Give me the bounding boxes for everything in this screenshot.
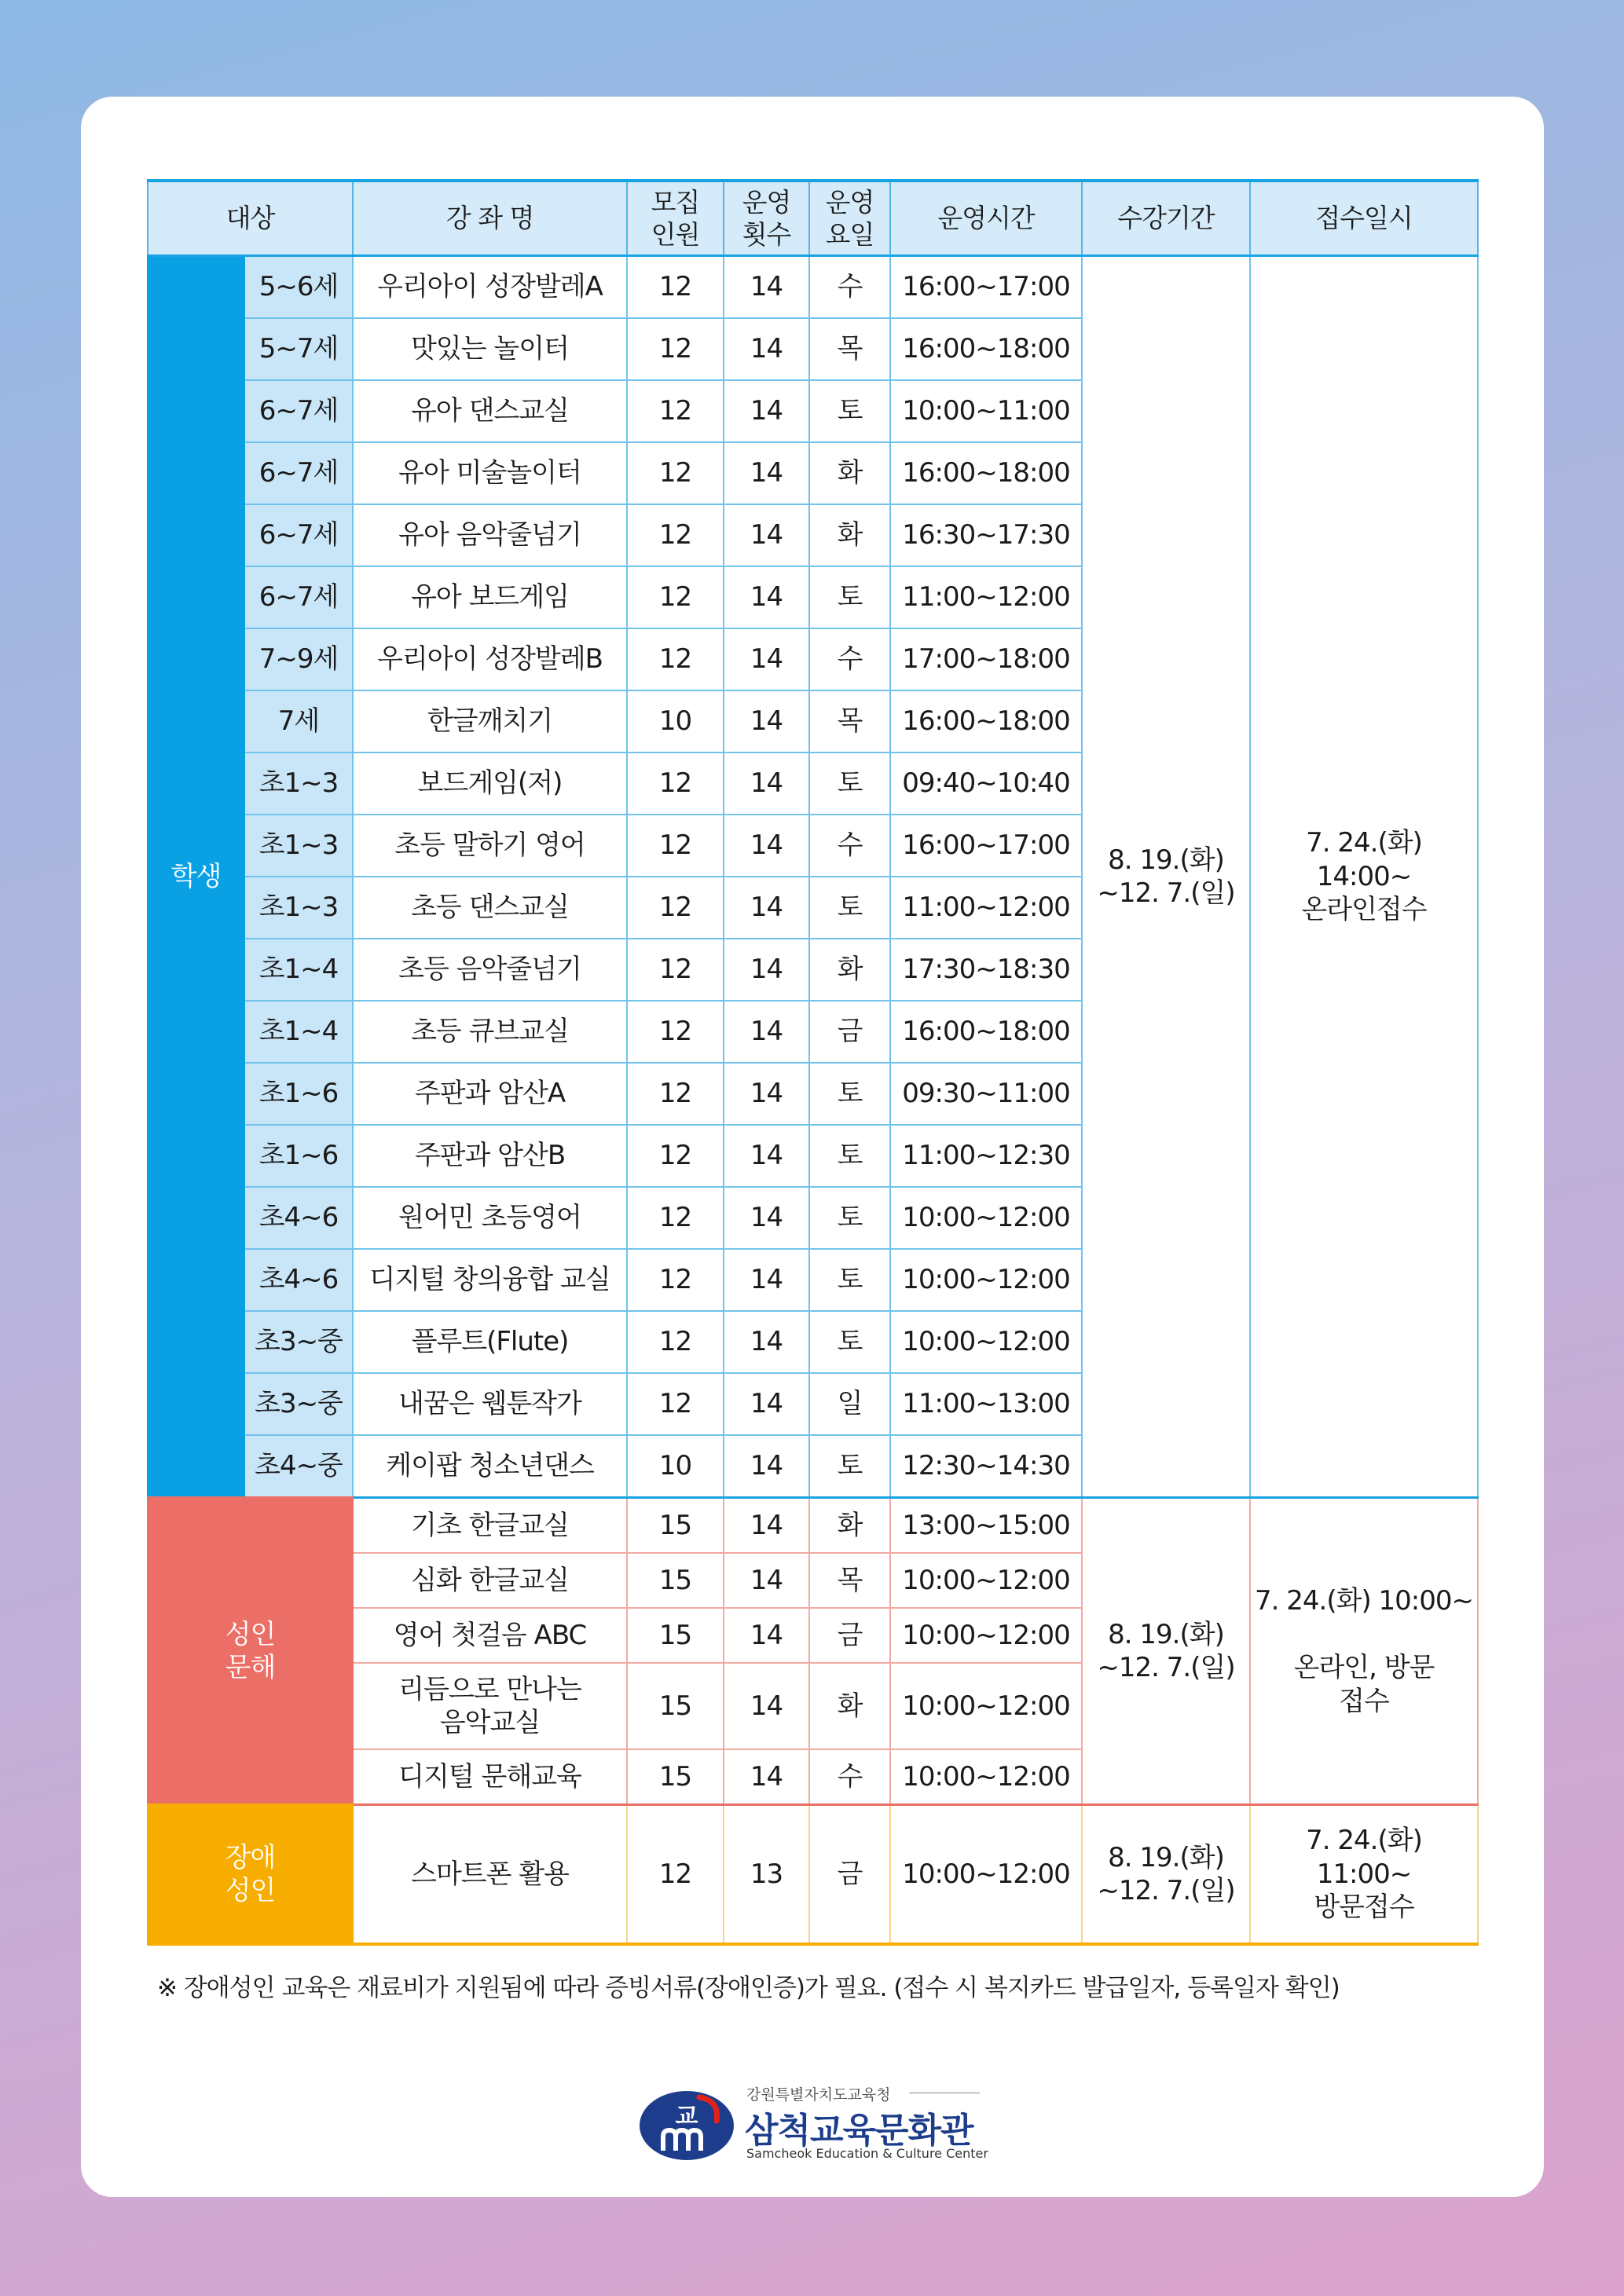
day-cell: 금	[809, 1001, 890, 1063]
course-name-cell: 유아 음악줄넘기	[353, 504, 627, 566]
day-cell: 금	[809, 1608, 890, 1663]
sessions-cell: 14	[724, 815, 809, 877]
day-cell: 토	[809, 1063, 890, 1125]
logo-org: 강원특별자치도교육청	[746, 2086, 891, 2104]
table-row	[148, 256, 1478, 319]
capacity-cell: 12	[627, 939, 724, 1001]
capacity-cell: 12	[627, 1125, 724, 1187]
course-name-cell: 주판과 암산A	[353, 1063, 627, 1125]
header-period: 수강기간	[1082, 181, 1250, 256]
registration-cell: 7. 24.(화) 11:00~ 방문접수	[1250, 1805, 1478, 1945]
sessions-cell: 14	[724, 690, 809, 753]
time-cell: 10:00~12:00	[890, 1663, 1082, 1749]
age-cell: 6~7세	[244, 504, 353, 566]
header-sessions: 운영 횟수	[724, 181, 809, 256]
time-cell: 11:00~12:00	[890, 877, 1082, 939]
period-cell: 8. 19.(화) ~12. 7.(일)	[1082, 1498, 1250, 1805]
header-course: 강 좌 명	[353, 181, 627, 256]
course-name-cell: 유아 댄스교실	[353, 380, 627, 442]
age-cell: 초1~6	[244, 1125, 353, 1187]
day-cell: 화	[809, 442, 890, 504]
course-name-cell: 유아 보드게임	[353, 566, 627, 628]
header-day: 운영 요일	[809, 181, 890, 256]
sessions-cell: 14	[724, 442, 809, 504]
footnote: ※ 장애성인 교육은 재료비가 지원됨에 따라 증빙서류(장애인증)가 필요. (접수 시 복지카드 발급일자, 등록일자 확인)	[157, 1974, 1340, 2002]
course-schedule-table	[147, 179, 1479, 1946]
age-cell: 초1~6	[244, 1063, 353, 1125]
capacity-cell: 12	[627, 380, 724, 442]
sessions-cell: 14	[724, 1001, 809, 1063]
header-capacity: 모집 인원	[627, 181, 724, 256]
time-cell: 11:00~12:00	[890, 566, 1082, 628]
capacity-cell: 12	[627, 753, 724, 815]
center-logo	[638, 2083, 988, 2162]
capacity-cell: 12	[627, 1063, 724, 1125]
time-cell: 10:00~11:00	[890, 380, 1082, 442]
sessions-cell: 14	[724, 1608, 809, 1663]
capacity-cell: 12	[627, 318, 724, 380]
time-cell: 10:00~12:00	[890, 1311, 1082, 1373]
course-name-cell: 기초 한글교실	[353, 1498, 627, 1554]
capacity-cell: 12	[627, 1805, 724, 1945]
sessions-cell: 14	[724, 1435, 809, 1498]
time-cell: 09:40~10:40	[890, 753, 1082, 815]
day-cell: 토	[809, 877, 890, 939]
day-cell: 화	[809, 1663, 890, 1749]
course-name-cell: 리듬으로 만나는 음악교실	[353, 1663, 627, 1749]
capacity-cell: 15	[627, 1498, 724, 1554]
sessions-cell: 14	[724, 256, 809, 319]
course-name-cell: 초등 댄스교실	[353, 877, 627, 939]
time-cell: 13:00~15:00	[890, 1498, 1082, 1554]
capacity-cell: 15	[627, 1749, 724, 1805]
sessions-cell: 14	[724, 628, 809, 690]
day-cell: 토	[809, 380, 890, 442]
header-target: 대상	[148, 181, 353, 256]
day-cell: 수	[809, 815, 890, 877]
time-cell: 12:30~14:30	[890, 1435, 1082, 1498]
capacity-cell: 15	[627, 1608, 724, 1663]
capacity-cell: 12	[627, 504, 724, 566]
time-cell: 16:00~18:00	[890, 318, 1082, 380]
time-cell: 10:00~12:00	[890, 1553, 1082, 1608]
capacity-cell: 12	[627, 1001, 724, 1063]
day-cell: 토	[809, 1125, 890, 1187]
category-student: 학생	[148, 256, 244, 1498]
age-cell: 초4~6	[244, 1187, 353, 1249]
sessions-cell: 14	[724, 1373, 809, 1435]
course-name-cell: 유아 미술놀이터	[353, 442, 627, 504]
capacity-cell: 12	[627, 628, 724, 690]
sessions-cell: 14	[724, 1125, 809, 1187]
logo-name: 삼척교육문화관	[745, 2111, 973, 2151]
capacity-cell: 12	[627, 442, 724, 504]
age-cell: 7~9세	[244, 628, 353, 690]
sessions-cell: 14	[724, 1663, 809, 1749]
day-cell: 토	[809, 753, 890, 815]
age-cell: 초4~중	[244, 1435, 353, 1498]
sessions-cell: 13	[724, 1805, 809, 1945]
capacity-cell: 12	[627, 566, 724, 628]
course-name-cell: 심화 한글교실	[353, 1553, 627, 1608]
time-cell: 10:00~12:00	[890, 1608, 1082, 1663]
time-cell: 10:00~12:00	[890, 1749, 1082, 1805]
sessions-cell: 14	[724, 939, 809, 1001]
age-cell: 7세	[244, 690, 353, 753]
table-row	[148, 1498, 1478, 1554]
sessions-cell: 14	[724, 380, 809, 442]
capacity-cell: 12	[627, 877, 724, 939]
sessions-cell: 14	[724, 1553, 809, 1608]
sessions-cell: 14	[724, 1063, 809, 1125]
age-cell: 초1~4	[244, 939, 353, 1001]
course-name-cell: 플루트(Flute)	[353, 1311, 627, 1373]
age-cell: 6~7세	[244, 442, 353, 504]
time-cell: 16:00~18:00	[890, 690, 1082, 753]
sessions-cell: 14	[724, 753, 809, 815]
course-name-cell: 디지털 창의융합 교실	[353, 1249, 627, 1311]
time-cell: 16:00~17:00	[890, 815, 1082, 877]
day-cell: 화	[809, 504, 890, 566]
sessions-cell: 14	[724, 1249, 809, 1311]
course-name-cell: 보드게임(저)	[353, 753, 627, 815]
emblem-icon	[638, 2083, 739, 2162]
svg-text:교: 교	[675, 2103, 698, 2130]
period-cell: 8. 19.(화) ~12. 7.(일)	[1082, 256, 1250, 1498]
course-name-cell: 우리아이 성장발레B	[353, 628, 627, 690]
course-name-cell: 주판과 암산B	[353, 1125, 627, 1187]
course-name-cell: 한글깨치기	[353, 690, 627, 753]
capacity-cell: 12	[627, 1249, 724, 1311]
age-cell: 초3~중	[244, 1373, 353, 1435]
day-cell: 금	[809, 1805, 890, 1945]
day-cell: 토	[809, 566, 890, 628]
time-cell: 09:30~11:00	[890, 1063, 1082, 1125]
sessions-cell: 14	[724, 877, 809, 939]
day-cell: 화	[809, 939, 890, 1001]
age-cell: 6~7세	[244, 566, 353, 628]
time-cell: 10:00~12:00	[890, 1187, 1082, 1249]
time-cell: 10:00~12:00	[890, 1805, 1082, 1945]
capacity-cell: 15	[627, 1663, 724, 1749]
time-cell: 16:00~17:00	[890, 256, 1082, 319]
sessions-cell: 14	[724, 566, 809, 628]
header-registration: 접수일시	[1250, 181, 1478, 256]
sessions-cell: 14	[724, 1187, 809, 1249]
day-cell: 목	[809, 1553, 890, 1608]
course-name-cell: 맛있는 놀이터	[353, 318, 627, 380]
table-row	[148, 1805, 1478, 1945]
course-name-cell: 스마트폰 활용	[353, 1805, 627, 1945]
header-time: 운영시간	[890, 181, 1082, 256]
capacity-cell: 10	[627, 1435, 724, 1498]
sessions-cell: 14	[724, 1498, 809, 1554]
time-cell: 16:30~17:30	[890, 504, 1082, 566]
day-cell: 수	[809, 256, 890, 319]
capacity-cell: 12	[627, 1187, 724, 1249]
age-cell: 5~6세	[244, 256, 353, 319]
time-cell: 11:00~13:00	[890, 1373, 1082, 1435]
day-cell: 수	[809, 1749, 890, 1805]
day-cell: 일	[809, 1373, 890, 1435]
day-cell: 수	[809, 628, 890, 690]
logo-english: Samcheok Education & Culture Center	[746, 2146, 988, 2161]
course-name-cell: 우리아이 성장발레A	[353, 256, 627, 319]
period-cell: 8. 19.(화) ~12. 7.(일)	[1082, 1805, 1250, 1945]
sessions-cell: 14	[724, 1311, 809, 1373]
registration-cell: 7. 24.(화) 14:00~ 온라인접수	[1250, 256, 1478, 1498]
course-name-cell: 원어민 초등영어	[353, 1187, 627, 1249]
age-cell: 초1~3	[244, 753, 353, 815]
day-cell: 목	[809, 318, 890, 380]
time-cell: 10:00~12:00	[890, 1249, 1082, 1311]
day-cell: 목	[809, 690, 890, 753]
capacity-cell: 12	[627, 256, 724, 319]
day-cell: 화	[809, 1498, 890, 1554]
sessions-cell: 14	[724, 318, 809, 380]
capacity-cell: 12	[627, 1311, 724, 1373]
course-name-cell: 초등 음악줄넘기	[353, 939, 627, 1001]
age-cell: 초1~3	[244, 815, 353, 877]
age-cell: 초1~4	[244, 1001, 353, 1063]
capacity-cell: 12	[627, 815, 724, 877]
category-adult: 성인 문해	[148, 1498, 353, 1805]
sessions-cell: 14	[724, 504, 809, 566]
age-cell: 초1~3	[244, 877, 353, 939]
day-cell: 토	[809, 1187, 890, 1249]
time-cell: 17:00~18:00	[890, 628, 1082, 690]
capacity-cell: 15	[627, 1553, 724, 1608]
time-cell: 17:30~18:30	[890, 939, 1082, 1001]
registration-cell: 7. 24.(화) 10:00~ 온라인, 방문 접수	[1250, 1498, 1478, 1805]
time-cell: 16:00~18:00	[890, 442, 1082, 504]
course-name-cell: 내꿈은 웹툰작가	[353, 1373, 627, 1435]
course-name-cell: 디지털 문해교육	[353, 1749, 627, 1805]
time-cell: 16:00~18:00	[890, 1001, 1082, 1063]
day-cell: 토	[809, 1435, 890, 1498]
age-cell: 초3~중	[244, 1311, 353, 1373]
day-cell: 토	[809, 1311, 890, 1373]
capacity-cell: 12	[627, 1373, 724, 1435]
table-header-row	[148, 181, 1478, 256]
age-cell: 6~7세	[244, 380, 353, 442]
age-cell: 초4~6	[244, 1249, 353, 1311]
course-name-cell: 초등 말하기 영어	[353, 815, 627, 877]
course-name-cell: 초등 큐브교실	[353, 1001, 627, 1063]
age-cell: 5~7세	[244, 318, 353, 380]
capacity-cell: 10	[627, 690, 724, 753]
course-name-cell: 영어 첫걸음 ABC	[353, 1608, 627, 1663]
day-cell: 토	[809, 1249, 890, 1311]
course-name-cell: 케이팝 청소년댄스	[353, 1435, 627, 1498]
sessions-cell: 14	[724, 1749, 809, 1805]
time-cell: 11:00~12:30	[890, 1125, 1082, 1187]
category-disabled: 장애 성인	[148, 1805, 353, 1945]
